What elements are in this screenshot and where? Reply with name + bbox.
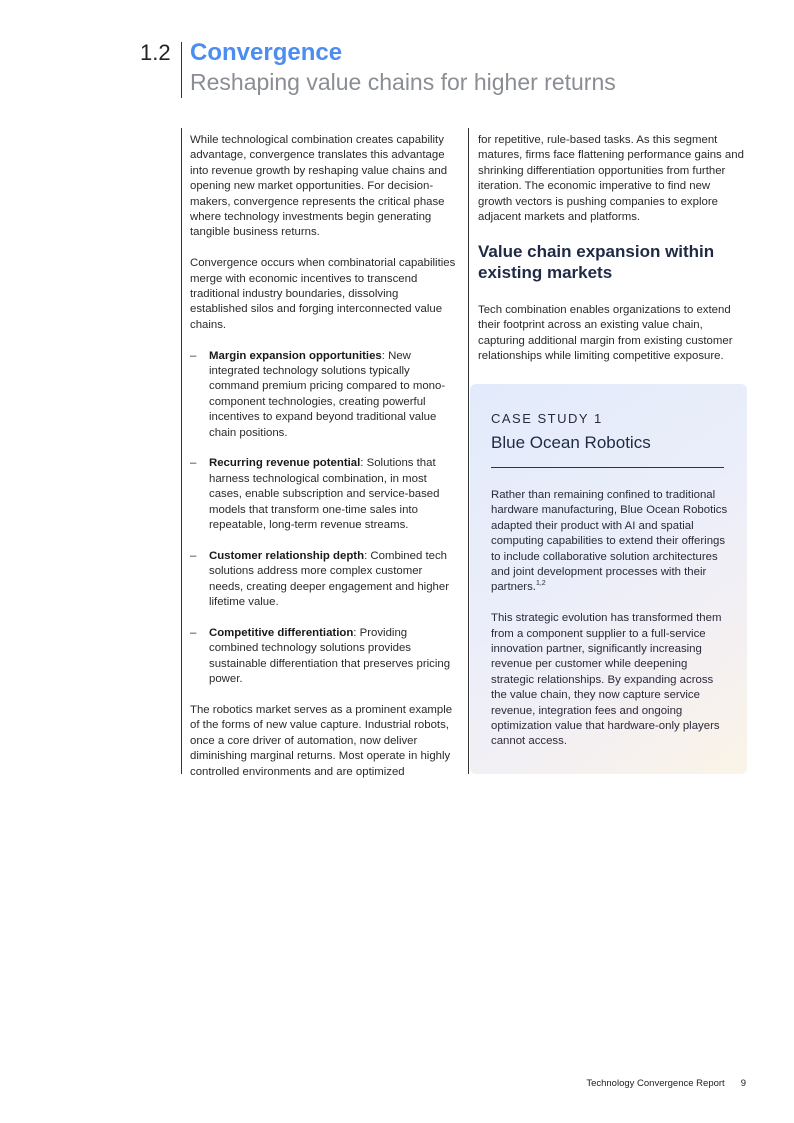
page-number: 9 <box>740 1078 746 1089</box>
bullet-term: Margin expansion opportunities <box>209 349 382 362</box>
case-study-paragraph-1 <box>491 488 729 596</box>
left-column-rule <box>181 128 182 774</box>
bullet-text: : Providing combined technology solutions provides sustainable differentiation that preserves pricing power. <box>209 626 451 686</box>
bullet-term: Recurring revenue potential <box>209 457 361 470</box>
case-study-title: Blue Ocean Robotics <box>491 433 651 452</box>
value-chain-paragraph: Tech combination enables organizations to extend their footprint across an existing value chain, capturing additional margin from existing customer relationships while limiting competitive exposure. <box>478 303 733 363</box>
page-subtitle: Reshaping value chains for higher returns <box>190 69 616 95</box>
page-footer <box>586 1078 746 1089</box>
robotics-paragraph: The robotics market serves as a prominent example of the forms of new value capture. Industrial robots, once a core driver of automation, now deliver diminishing marginal returns. Most operate in highly controlled environments and are optimized <box>190 703 453 778</box>
footer-report-title: Technology Convergence Report <box>586 1078 725 1089</box>
bullet-term: Customer relationship depth <box>209 549 365 562</box>
middle-column-rule <box>468 128 469 774</box>
case-study-text-1: Rather than remaining confined to traditional hardware manufacturing, Blue Ocean Robotics adapted their product with AI and spatial computing capabilities to extend their offerings to include collaborative solution architectures and joint development processes with their partners. <box>491 489 728 594</box>
list-item <box>190 349 458 441</box>
bullet-dash: – <box>190 626 197 639</box>
bullet-dash: – <box>190 549 197 562</box>
bullet-dash: – <box>190 349 197 362</box>
continuation-paragraph: for repetitive, rule-based tasks. As this segment matures, firms face flattening performance gains and shrinking differentiation opportunities from further iteration. The economic imperative to find new growth vectors is pushing companies to explore adjacent markets and platforms. <box>478 134 744 224</box>
case-study-body <box>491 488 729 765</box>
bullet-text: : Combined tech solutions address more complex customer needs, creating deeper engagement and higher lifetime value. <box>209 549 450 609</box>
list-item <box>190 549 458 611</box>
citation-superscript: 1,2 <box>535 580 546 588</box>
right-column <box>478 133 746 380</box>
convergence-paragraph: Convergence occurs when combinatorial capabilities merge with economic incentives to transcend traditional industry boundaries, dissolving established silos and forging interconnected value chains. <box>190 257 456 331</box>
bullet-text: : New integrated technology solutions typically command premium pricing compared to mono-component technologies, creating powerful incentives to expand beyond traditional value chain positions. <box>209 349 446 439</box>
case-study-label: CASE STUDY 1 <box>491 411 603 426</box>
section-heading: Value chain expansion within existing markets <box>478 241 715 282</box>
case-study-paragraph-2: This strategic evolution has transformed them from a component supplier to a full-service innovation partner, significantly increasing revenue per customer while deepening strategic relationships. By expanding across the value chain, they now capture service revenue, integration fees and ongoing optimization value that hardware-only players cannot access. <box>491 612 722 748</box>
case-study-box <box>470 384 747 774</box>
intro-paragraph: While technological combination creates capability advantage, convergence translates this advantage into revenue growth by reshaping value chains and opening new market opportunities. For decision-makers, convergence represents the critical phase where technology investments begin generating tangible business returns. <box>190 134 448 239</box>
section-number: 1.2 <box>140 40 171 65</box>
benefits-list <box>190 349 458 688</box>
left-column <box>190 133 458 795</box>
list-item <box>190 456 458 533</box>
list-item <box>190 626 458 688</box>
bullet-term: Competitive differentiation <box>209 626 354 639</box>
bullet-text: : Solutions that harness technological combination, in most cases, enable subscription and service-based models that transform one-time sales into repeatable, long-term revenue streams. <box>209 457 440 532</box>
header-divider <box>181 42 182 98</box>
case-study-divider <box>491 467 724 468</box>
page-title: Convergence <box>190 39 343 66</box>
bullet-dash: – <box>190 457 197 470</box>
